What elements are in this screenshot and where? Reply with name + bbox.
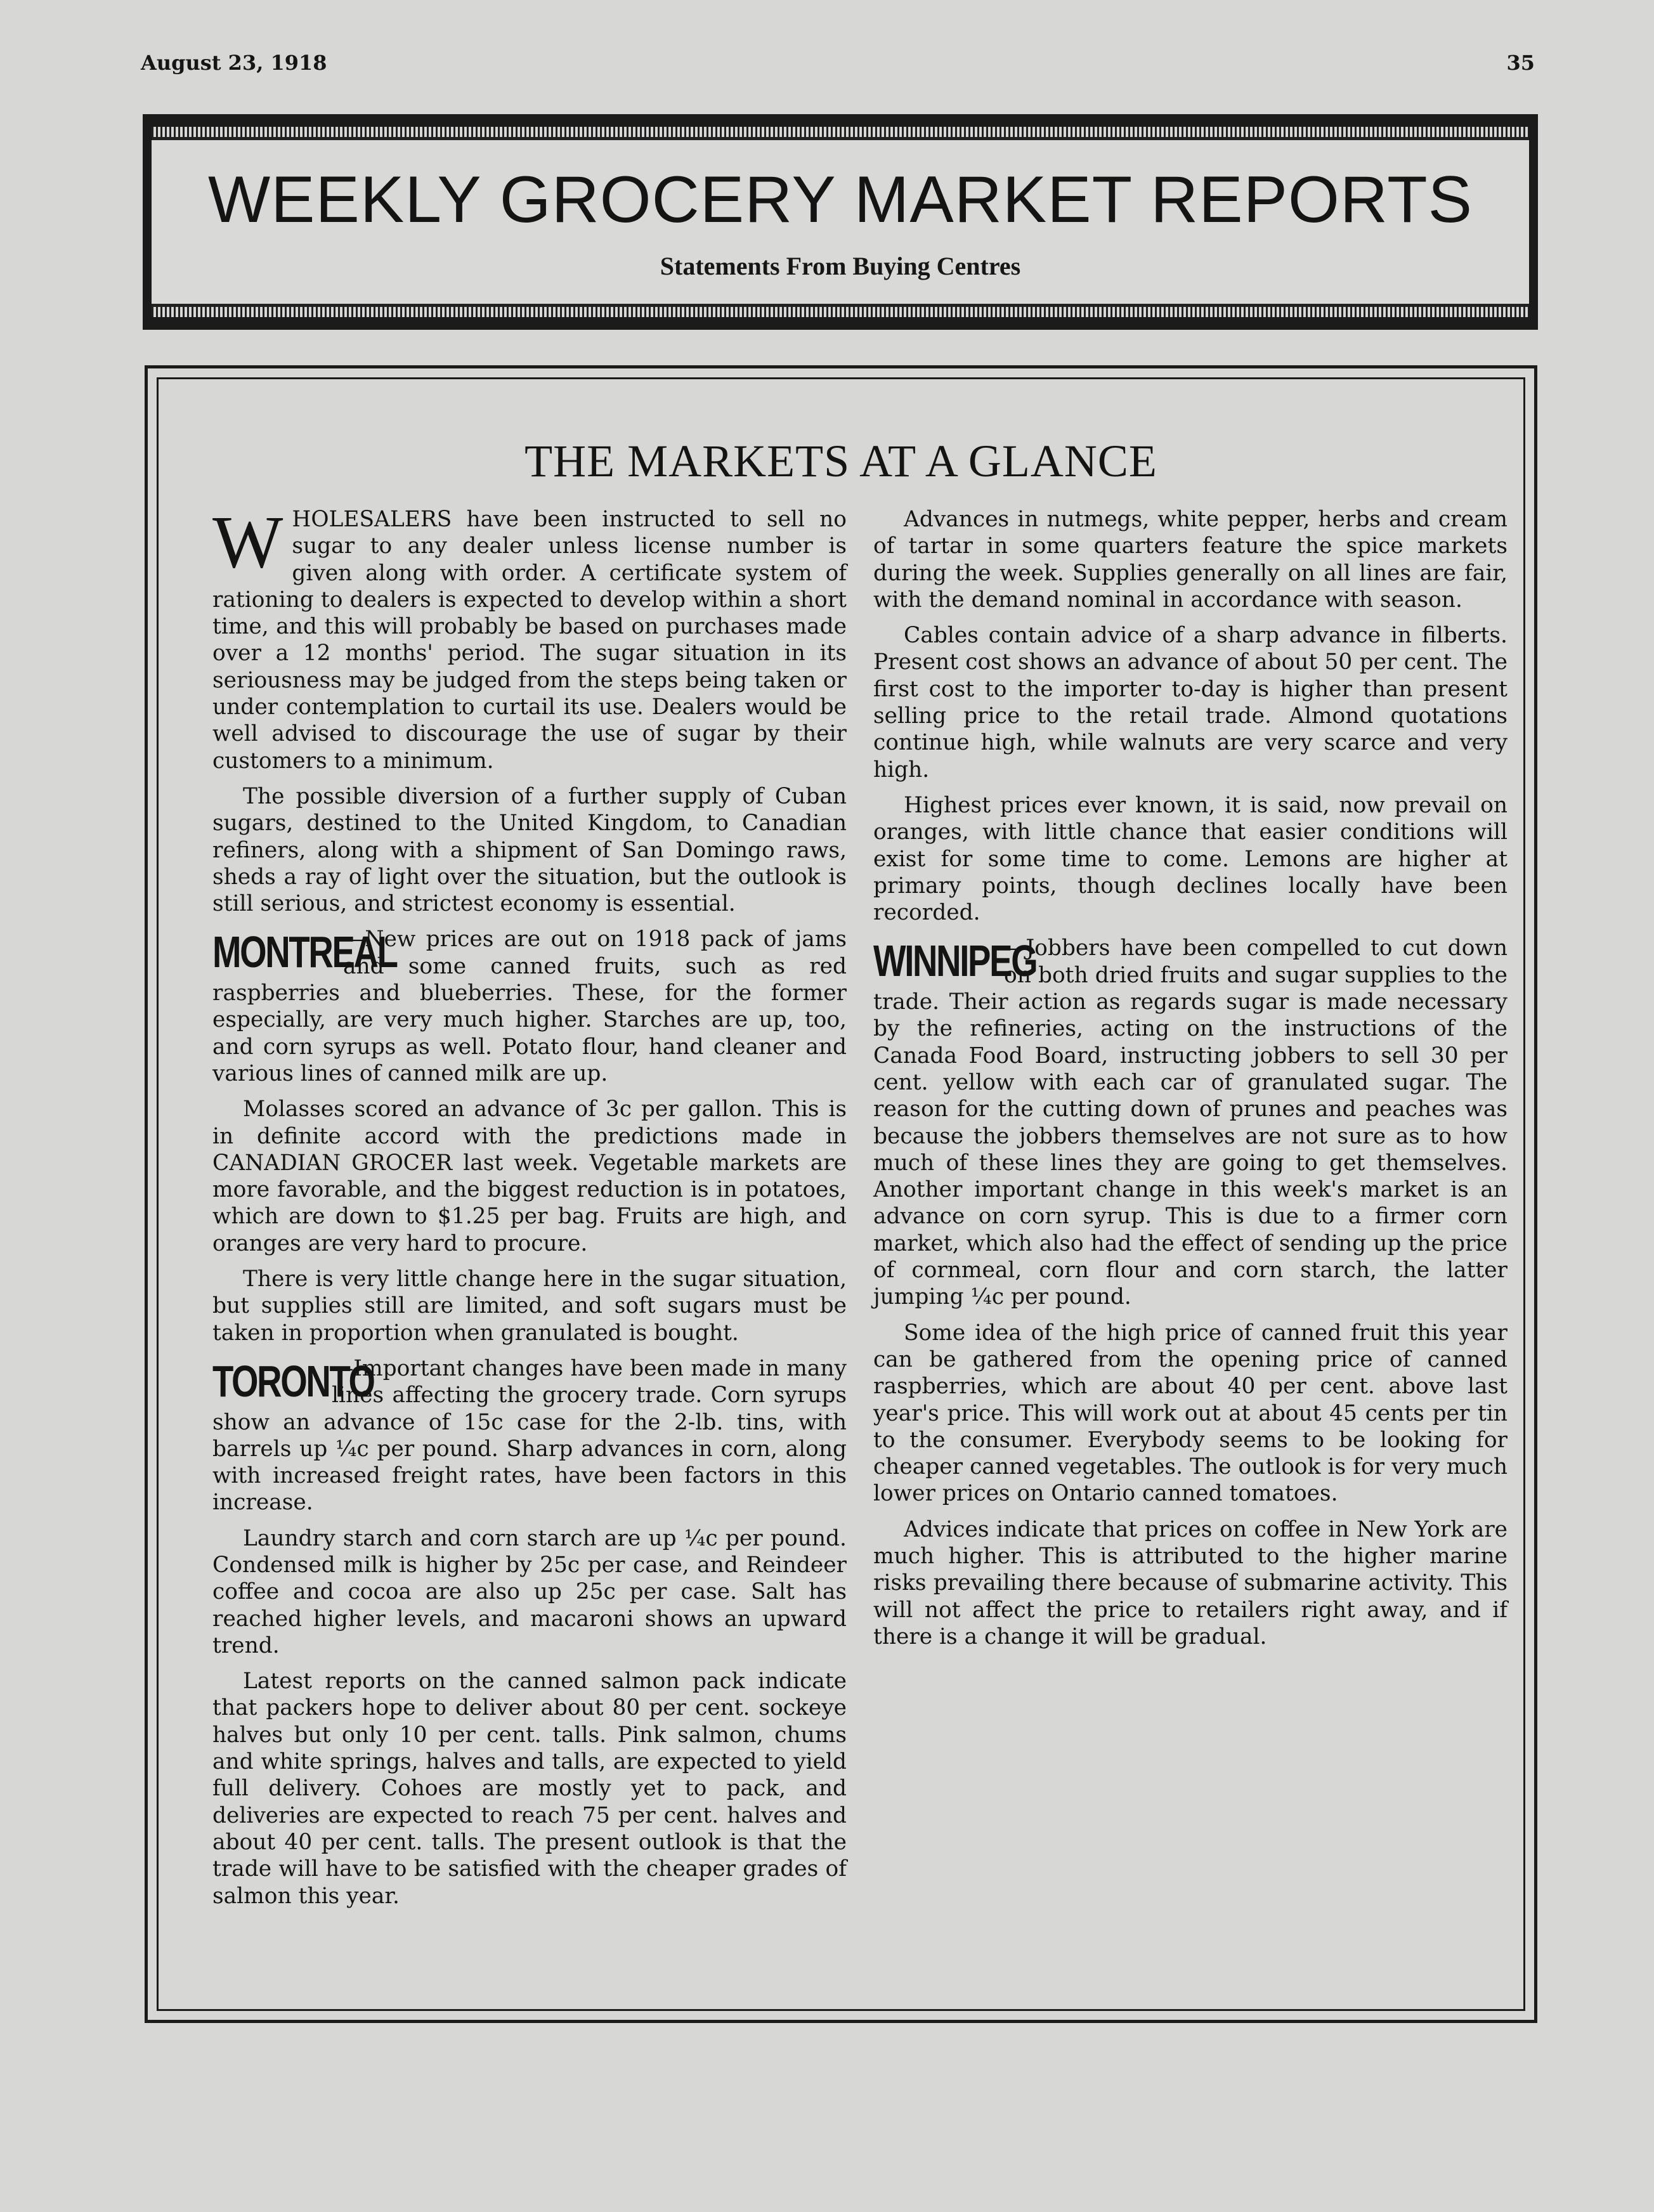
winnipeg-paragraph-2: Some idea of the high price of canned fruit this year can be gathered from the opening price of canned raspberries, which are about 40 per cent. above last year's price. This will work out at about 45 cents per tin to the consumer. Everybody seems to be looking for cheaper canned vegetables. The outlook is for very much lower prices on Ontario canned tomatoes.: [873, 1320, 1507, 1507]
toronto-paragraph-4: Advances in nutmegs, white pepper, herbs and cream of tartar in some quarters feature the spice markets during the week. Supplies generally on all lines are fair, with the demand nominal in accordance with season.: [873, 507, 1507, 613]
montreal-heading: MONTREAL: [212, 927, 397, 977]
toronto-paragraph-2: Laundry starch and corn starch are up ¼c per pound. Condensed milk is higher by 25c per case, and Reindeer coffee and cocoa are also up 25c per case. Salt has reached higher levels, and macaroni shows an upward trend.: [212, 1525, 847, 1658]
masthead: [143, 114, 1538, 330]
page-number: 35: [1506, 51, 1535, 75]
winnipeg-heading: WINNIPEG: [873, 936, 1037, 986]
article-title: THE MARKETS AT A GLANCE: [524, 436, 1157, 486]
montreal-paragraph-3: There is very little change here in the sugar situation, but supplies still are limited, and soft sugars must be taken in proportion when granulated is bought.: [212, 1266, 847, 1346]
intro-paragraph-2: The possible diversion of a further supply of Cuban sugars, destined to the United Kingdom, to Canadian refiners, along with a shipment of San Domingo raws, sheds a ray of light over the situation, but the outlook is still serious, and strictest economy is essential.: [212, 783, 847, 917]
column-right: [873, 506, 1507, 1659]
issue-date: August 23, 1918: [141, 51, 327, 75]
montreal-paragraph-1: MONTREAL —New prices are out on 1918 pack of jams and some canned fruits, such as red raspberries and blueberries. These, for the former especially, are very much higher. Starches are up, too, and corn syrups as well. Potato flour, hand cleaner and various lines of canned milk are up.: [212, 927, 847, 1086]
toronto-heading: TORONTO: [212, 1356, 374, 1406]
running-head: [0, 51, 1654, 82]
masthead-hatch-bottom: [152, 307, 1529, 317]
article-frame: [145, 365, 1537, 2023]
masthead-hatch-top: [152, 127, 1529, 137]
winnipeg-paragraph-3: Advices indicate that prices on coffee in New York are much higher. This is attributed to the higher marine risks prevailing there because of submarine activity. This will not affect the price to retailers right away, and if there is a change it will be gradual.: [873, 1516, 1507, 1649]
column-left: [212, 500, 847, 1918]
article-frame-inner: [157, 377, 1525, 2011]
drop-cap: W: [212, 500, 283, 583]
toronto-paragraph-5: Cables contain advice of a sharp advance in filberts. Present cost shows an advance of about 50 per cent. The first cost to the importer to-day is higher than present selling price to the retail trade. Almond quotations continue high, while walnuts are very scarce and very high.: [873, 623, 1507, 783]
toronto-paragraph-6: Highest prices ever known, it is said, now prevail on oranges, with little chance that easier conditions will exist for some time to come. Lemons are higher at primary points, though declines locally have been recorded.: [873, 792, 1507, 926]
toronto-paragraph-1: TORONTO —Important changes have been made in many lines affecting the grocery trade. Corn syrups show an advance of 15c case for the 2-lb. tins, with barrels up ¼c per pound. Sharp advances in corn, along with increased freight rates, have been factors in this increase.: [212, 1355, 847, 1516]
intro-paragraph-1: WHOLESALERS have been instructed to sell no sugar to any dealer unless license number is given along with order. A certificate system of rationing to dealers is expected to develop within a short time, and this will probably be based on purchases made over a 12 months' period. The sugar situation in its seriousness may be judged from the steps being taken or under contemplation to curtail its use. Dealers would be well advised to discourage the use of sugar by their customers to a minimum.: [212, 500, 847, 774]
montreal-paragraph-2: Molasses scored an advance of 3c per gallon. This is in definite accord with the predictions made in CANADIAN GROCER last week. Vegetable markets are more favorable, and the biggest reduction is in potatoes, which are down to $1.25 per bag. Fruits are high, and oranges are very hard to procure.: [212, 1096, 847, 1256]
masthead-subtitle: Statements From Buying Centres: [660, 252, 1021, 280]
masthead-title: WEEKLY GROCERY MARKET REPORTS: [208, 163, 1473, 237]
toronto-paragraph-3: Latest reports on the canned salmon pack indicate that packers hope to deliver about 80 per cent. sockeye halves but only 10 per cent. talls. Pink salmon, chums and white springs, halves and talls, are expected to yield full delivery. Cohoes are mostly yet to pack, and deliveries are expected to reach 75 per cent. halves and about 40 per cent. talls. The present outlook is that the trade will have to be satisfied with the cheaper grades of salmon this year.: [212, 1669, 847, 1909]
winnipeg-paragraph-1: WINNIPEG —Jobbers have been compelled to cut down on both dried fruits and sugar supplies to the trade. Their action as regards sugar is made necessary by the refineries, acting on the instructions of the Canada Food Board, instructing jobbers to sell 30 per cent. yellow with each car of granulated sugar. The reason for the cutting down of prunes and peaches was because the jobbers themselves are not sure as to how much of these lines they are going to get themselves. Another important change in this week's market is an advance on corn syrup. This is due to a firmer corn market, which also had the effect of sending up the price of cornmeal, corn flour and corn starch, the latter jumping ¼c per pound.: [873, 935, 1507, 1310]
